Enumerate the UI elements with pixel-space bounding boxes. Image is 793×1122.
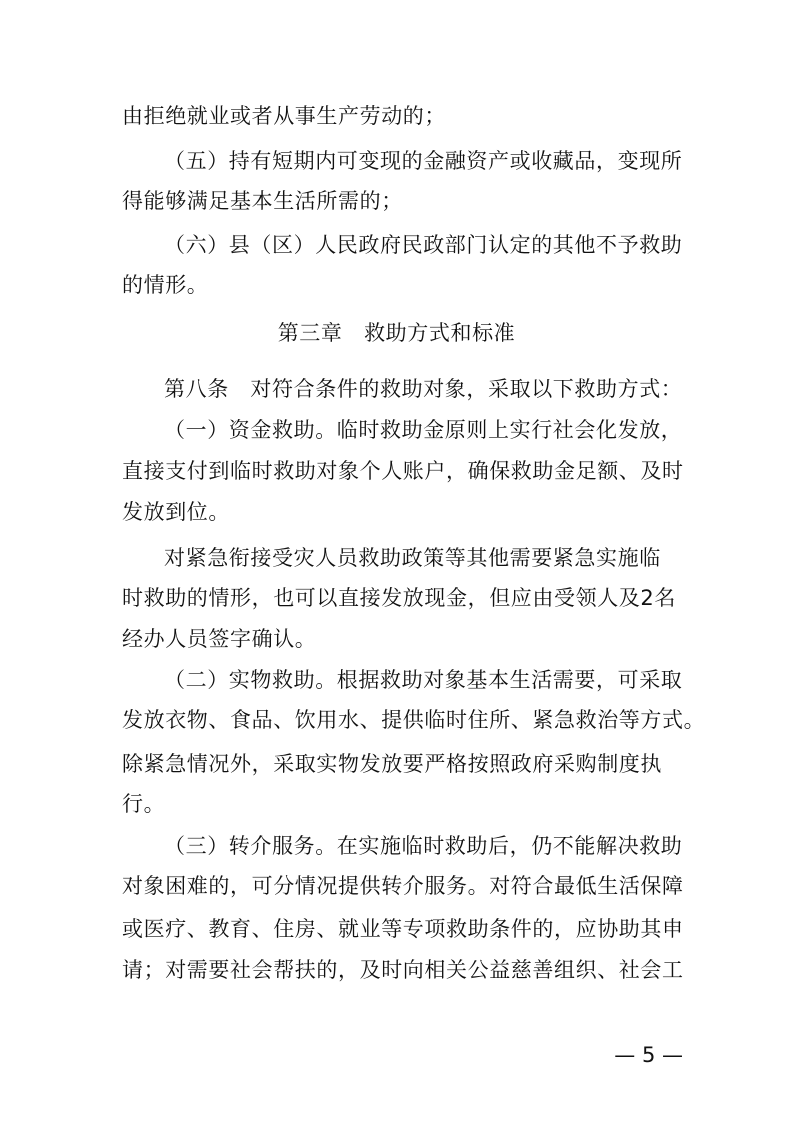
text-line: 时救助的情形，也可以直接发放现金，但应由受领人及2名 xyxy=(122,586,676,610)
text-line: （一）资金救助。临时救助金原则上实行社会化发放， xyxy=(164,418,683,442)
text-line: 由拒绝就业或者从事生产劳动的； xyxy=(122,104,446,128)
text-line: 对象困难的，可分情况提供转介服务。对符合最低生活保障 xyxy=(122,874,684,898)
text-line: 直接支付到临时救助对象个人账户，确保救助金足额、及时 xyxy=(122,459,684,483)
text-line: （三）转介服务。在实施临时救助后，仍不能解决救助 xyxy=(164,834,683,858)
text-line: 对紧急衔接受灾人员救助政策等其他需要紧急实施临 xyxy=(164,546,661,570)
chapter-heading: 第三章 救助方式和标准 xyxy=(277,321,516,345)
text-line: （六）县（区）人民政府民政部门认定的其他不予救助 xyxy=(164,233,683,257)
text-line: 发放到位。 xyxy=(122,500,230,524)
text-line: 除紧急情况外，采取实物发放要严格按照政府采购制度执 xyxy=(122,752,662,776)
text-line: 得能够满足基本生活所需的； xyxy=(122,189,403,213)
text-line: 请；对需要社会帮扶的，及时向相关公益慈善组织、社会工 xyxy=(122,958,684,982)
text-line: 发放衣物、食品、饮用水、提供临时住所、紧急救治等方式。 xyxy=(122,708,706,732)
text-line: 行。 xyxy=(122,792,166,816)
text-line: 或医疗、教育、住房、就业等专项救助条件的，应协助其申 xyxy=(122,917,684,941)
text-line: 的情形。 xyxy=(122,273,209,297)
text-line: 第八条 对符合条件的救助对象，采取以下救助方式： xyxy=(164,377,683,401)
text-line: （二）实物救助。根据救助对象基本生活需要，可采取 xyxy=(164,668,683,692)
page-number: — 5 — xyxy=(614,1043,683,1067)
text-line: （五）持有短期内可变现的金融资产或收藏品，变现所 xyxy=(164,149,683,173)
text-line: 经办人员签字确认。 xyxy=(122,627,317,651)
